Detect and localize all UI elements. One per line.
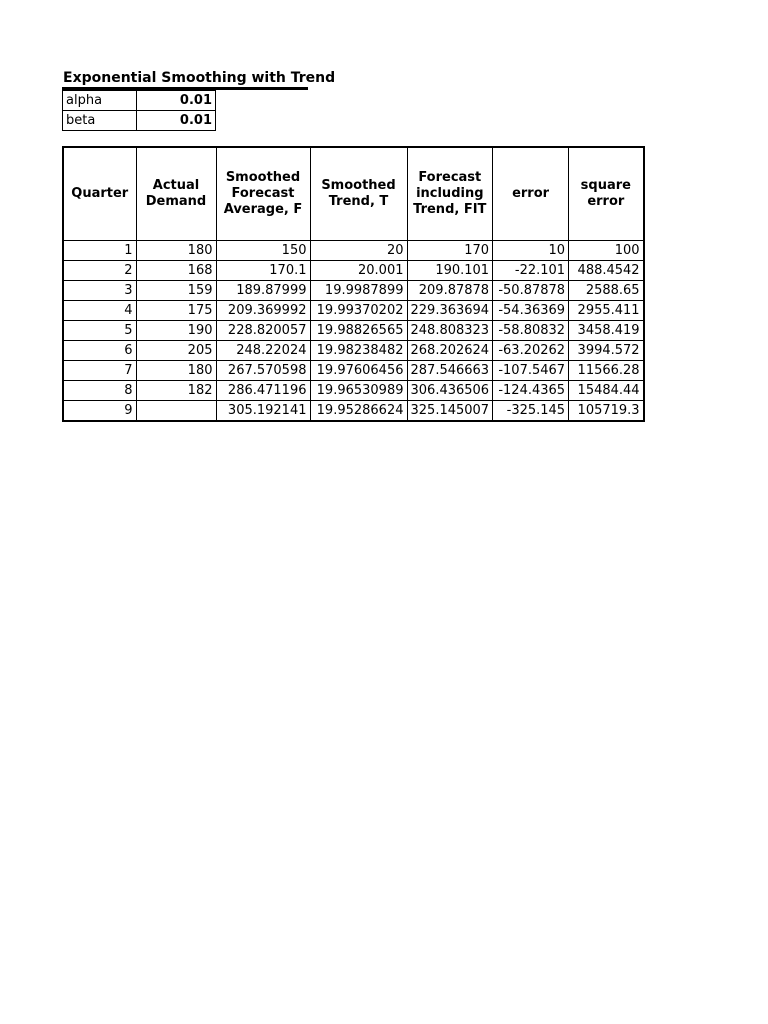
cell-quarter: 1 <box>63 241 136 261</box>
cell-quarter: 2 <box>63 261 136 281</box>
cell-actual-demand: 205 <box>136 341 216 361</box>
cell-error: 10 <box>493 241 569 261</box>
cell-square-error: 488.4542 <box>569 261 644 281</box>
cell-quarter: 8 <box>63 381 136 401</box>
cell-quarter: 3 <box>63 281 136 301</box>
cell-quarter: 9 <box>63 401 136 422</box>
cell-smoothed-trend-t: 19.96530989 <box>310 381 407 401</box>
cell-actual-demand: 175 <box>136 301 216 321</box>
table-body <box>63 241 644 422</box>
table-row <box>63 281 644 301</box>
cell-smoothed-forecast-average-f: 209.369992 <box>216 301 310 321</box>
cell-square-error: 11566.28 <box>569 361 644 381</box>
cell-smoothed-trend-t: 19.9987899 <box>310 281 407 301</box>
cell-forecast-including-trend-fit: 190.101 <box>407 261 493 281</box>
cell-quarter: 5 <box>63 321 136 341</box>
cell-quarter: 4 <box>63 301 136 321</box>
cell-actual-demand <box>136 401 216 422</box>
column-header-error: error <box>493 147 569 241</box>
parameter-row-alpha <box>63 91 216 111</box>
cell-square-error: 2955.411 <box>569 301 644 321</box>
cell-square-error: 105719.3 <box>569 401 644 422</box>
cell-error: -63.20262 <box>493 341 569 361</box>
cell-square-error: 2588.65 <box>569 281 644 301</box>
column-header-actual-demand: Actual Demand <box>136 147 216 241</box>
cell-smoothed-forecast-average-f: 150 <box>216 241 310 261</box>
cell-error: -50.87878 <box>493 281 569 301</box>
column-header-quarter: Quarter <box>63 147 136 241</box>
alpha-label: alpha <box>63 91 137 111</box>
cell-actual-demand: 182 <box>136 381 216 401</box>
cell-actual-demand: 168 <box>136 261 216 281</box>
cell-actual-demand: 180 <box>136 361 216 381</box>
beta-value: 0.01 <box>137 111 216 131</box>
cell-error: -58.80832 <box>493 321 569 341</box>
column-header-square-error: square error <box>569 147 644 241</box>
cell-error: -22.101 <box>493 261 569 281</box>
table-row <box>63 301 644 321</box>
cell-quarter: 6 <box>63 341 136 361</box>
cell-smoothed-trend-t: 19.98826565 <box>310 321 407 341</box>
cell-quarter: 7 <box>63 361 136 381</box>
cell-square-error: 3458.419 <box>569 321 644 341</box>
cell-square-error: 15484.44 <box>569 381 644 401</box>
cell-smoothed-trend-t: 20 <box>310 241 407 261</box>
cell-forecast-including-trend-fit: 325.145007 <box>407 401 493 422</box>
cell-smoothed-trend-t: 19.99370202 <box>310 301 407 321</box>
table-row <box>63 381 644 401</box>
cell-error: -54.36369 <box>493 301 569 321</box>
cell-forecast-including-trend-fit: 209.87878 <box>407 281 493 301</box>
parameter-row-beta <box>63 111 216 131</box>
alpha-value: 0.01 <box>137 91 216 111</box>
cell-square-error: 100 <box>569 241 644 261</box>
cell-actual-demand: 180 <box>136 241 216 261</box>
table-row <box>63 361 644 381</box>
cell-smoothed-forecast-average-f: 189.87999 <box>216 281 310 301</box>
page-title: Exponential Smoothing with Trend <box>63 70 336 86</box>
cell-forecast-including-trend-fit: 306.436506 <box>407 381 493 401</box>
cell-smoothed-forecast-average-f: 170.1 <box>216 261 310 281</box>
forecast-table <box>62 146 645 422</box>
cell-forecast-including-trend-fit: 268.202624 <box>407 341 493 361</box>
cell-forecast-including-trend-fit: 170 <box>407 241 493 261</box>
cell-error: -124.4365 <box>493 381 569 401</box>
cell-smoothed-trend-t: 20.001 <box>310 261 407 281</box>
cell-error: -325.145 <box>493 401 569 422</box>
table-row <box>63 401 644 422</box>
cell-smoothed-forecast-average-f: 228.820057 <box>216 321 310 341</box>
cell-smoothed-trend-t: 19.98238482 <box>310 341 407 361</box>
header-row <box>63 147 644 241</box>
table-row <box>63 341 644 361</box>
cell-smoothed-trend-t: 19.97606456 <box>310 361 407 381</box>
cell-actual-demand: 159 <box>136 281 216 301</box>
column-header-smoothed-forecast-average-f: Smoothed Forecast Average, F <box>216 147 310 241</box>
table-row <box>63 321 644 341</box>
table-row <box>63 241 644 261</box>
column-header-smoothed-trend-t: Smoothed Trend, T <box>310 147 407 241</box>
cell-forecast-including-trend-fit: 229.363694 <box>407 301 493 321</box>
cell-smoothed-forecast-average-f: 248.22024 <box>216 341 310 361</box>
cell-error: -107.5467 <box>493 361 569 381</box>
beta-label: beta <box>63 111 137 131</box>
cell-smoothed-forecast-average-f: 305.192141 <box>216 401 310 422</box>
column-header-forecast-including-trend-fit: Forecast including Trend, FIT <box>407 147 493 241</box>
cell-forecast-including-trend-fit: 287.546663 <box>407 361 493 381</box>
cell-forecast-including-trend-fit: 248.808323 <box>407 321 493 341</box>
cell-smoothed-trend-t: 19.95286624 <box>310 401 407 422</box>
table-row <box>63 261 644 281</box>
cell-smoothed-forecast-average-f: 286.471196 <box>216 381 310 401</box>
cell-square-error: 3994.572 <box>569 341 644 361</box>
cell-actual-demand: 190 <box>136 321 216 341</box>
parameters-table <box>62 90 216 131</box>
cell-smoothed-forecast-average-f: 267.570598 <box>216 361 310 381</box>
